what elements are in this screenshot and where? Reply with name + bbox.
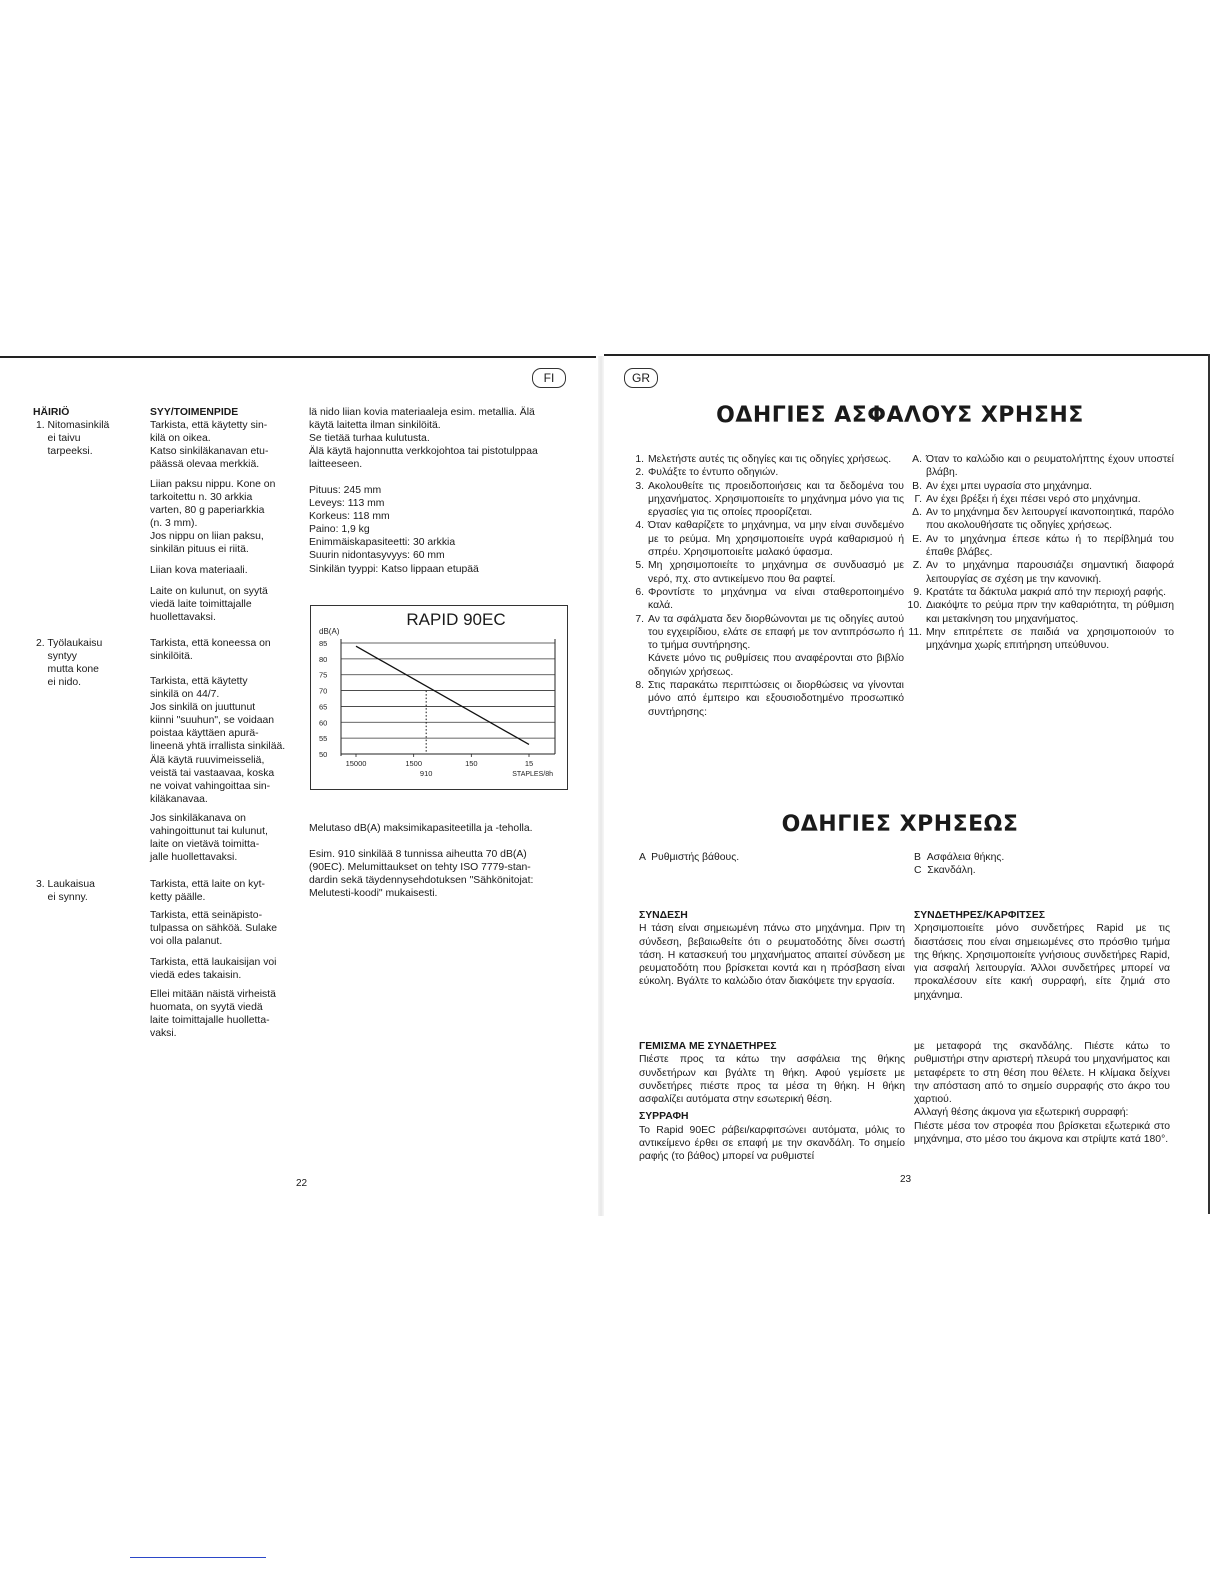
safety-left-item-text: Φυλάξτε το έντυπο οδηγιών. [648, 467, 779, 479]
issue-column-header: HÄIRIÖ [33, 407, 70, 418]
chart-x-tick-label: 1500 [405, 759, 423, 768]
safety-right-item [906, 533, 1174, 560]
spec-list [309, 484, 579, 576]
chart-series-line [356, 646, 529, 744]
safety-left-item-text: Αν τα σφάλματα δεν διορθώνονται με τις οδηγίες αυτού του εγχειρίδιου, ελάτε σε επαφή με τον αντιπρόσωπο ή το τμήμα συντήρησης. Κάνετε μόνο τις ρυθμίσεις που αναφέρονται στο βιβλίο οδηγιών χρήσεως. [648, 613, 904, 678]
safety-right-item-text: Κρατάτε τα δάκτυλα μακριά από την περιοχή ραφής. [926, 586, 1167, 598]
chart-y-axis-label: dB(A) [319, 627, 340, 636]
noise-level-text: Melutaso dB(A) maksimikapasiteetilla ja -teholla. [309, 823, 533, 834]
chart-y-tick-label: 70 [319, 686, 328, 696]
cause-2b: Tarkista, että käytetty sinkilä on 44/7. Jos sinkilä on juuttunut kiinni "suuhun", se voidaan poistaa käyttäen apurä- lineenä yhtä irrallista sinkilää. Älä käytä ruuvimeisseliä, veistä tai vastaavaa, koska ne voivat vahingoittaa sin- kiläkanavaa. [150, 676, 286, 805]
safety-left-item-text: Ακολουθείτε τις προειδοποιήσεις και τα δεδομένα του μηχανήματος. Χρησιμοποιείτε το μηχάνημα μόνο για τις εργασίες για τις οποίες προορίζεται. [648, 480, 904, 519]
safety-list-left [628, 453, 904, 719]
safety-left-item-number: 7. [635, 613, 644, 625]
stapling-heading: ΣΥΡΡΑΦΗ [639, 1111, 689, 1123]
spec-depth: Suurin nidontasyvyys: 60 mm [309, 550, 445, 562]
safety-left-item-number: 4. [635, 520, 644, 532]
safety-left-item-number: 1. [635, 454, 644, 465]
safety-right-item [906, 493, 1174, 506]
spec-length: Pituus: 245 mm [309, 485, 382, 496]
issue-3: 3. Laukaisua ei synny. [36, 879, 95, 904]
cause-3b: Tarkista, että seinäpisto- tulpassa on sähköä. Sulake voi olla palanut. [150, 910, 278, 948]
connection-text: Η τάση είναι σημειωμένη πάνω στο μηχάνημα. Πριν τη σύνδεση, βεβαιωθείτε ότι ο ρευματοδότης δίνει σωστή τάση. Η κατασκευή του μηχανήματος απαιτεί σύνδεση με ρευματοδότη που βρίσκεται κοντά και η πρόσβαση είναι εύκολη. Βγάλτε το καλώδιο όταν διακόψετε την εργασία. [639, 923, 905, 988]
safety-right-item-number: Δ. [912, 507, 922, 519]
staples-text: Χρησιμοποιείτε μόνο συνδετήρες Rapid με τις διαστάσεις που είναι σημειωμένες στο πρόσθιο τμήμα της θήκης. Χρησιμοποιείτε γνήσιους συνδετήρες Rapid, για ασφαλή λειτουργία. Άλλοι συνδετήρες μπορεί να προκαλέσουν είτε κακή συρραφή, είτε ζημιά στο μηχάνημα. [914, 923, 1170, 1001]
safety-right-item-number: 11. [908, 626, 922, 638]
noise-measurement-text: Esim. 910 sinkilää 8 tunnissa aiheutta 70 dB(A) (90EC). Melumittaukset on tehty ISO 7779-stan- dardin sekä täydennysehdotuksen "Sähkönitojat: Melutesti-koodi" mukaisesti. [309, 849, 534, 900]
staples-heading: ΣΥΝΔΕΤΗΡΕΣ/ΚΑΡΦΙΤΣΕΣ [914, 910, 1046, 921]
safety-left-item-text: Στις παρακάτω περιπτώσεις οι διορθώσεις να γίνονται μόνο από έμπειρο και εξουσιοδοτημένο προσωπικό συντήρησης: [648, 680, 904, 718]
safety-left-item [628, 519, 904, 559]
chart-y-tick-label: 60 [319, 718, 328, 728]
safety-left-item [628, 480, 904, 520]
safety-right-item-text: Όταν το καλώδιο και ο ρευματολήπτης έχουν υποστεί βλάβη. [926, 454, 1174, 479]
spec-width: Leveys: 113 mm [309, 498, 385, 510]
safety-left-item-text: Μελετήστε αυτές τις οδηγίες και τις οδηγίες χρήσεως. [648, 454, 892, 465]
safety-left-item-text: Φροντίστε το μηχάνημα να είναι σταθεροποιημένο καλά. [648, 586, 904, 612]
safety-left-item [628, 613, 904, 679]
section-continued [914, 1040, 1170, 1146]
cause-1a: Tarkista, että käytetty sin- kilä on oikea. Katso sinkiläkanavan etu- päässä olevaa merkkiä. [150, 420, 269, 471]
chart-x-tick-label: 15000 [345, 759, 367, 768]
connection-heading: ΣΥΝΔΕΣΗ [639, 910, 688, 921]
safety-right-item-number: Α. [912, 454, 922, 465]
safety-left-item [628, 466, 904, 479]
safety-left-item [628, 586, 904, 613]
right-page-top-rule [604, 354, 1210, 356]
safety-left-item-number: 6. [635, 586, 644, 598]
cause-column-header: SYY/TOIMENPIDE [150, 407, 239, 418]
cause-3d: Ellei mitään näistä virheistä huomata, on syytä viedä laite toimittajalle huolletta- vaksi. [150, 989, 276, 1040]
safety-right-item-text: Αν το μηχάνημα έπεσε κάτω ή το περίβλημά του έπαθε βλάβες. [926, 533, 1174, 559]
chart-marker-label: 910 [419, 769, 433, 778]
book-spine-shadow [598, 356, 604, 1216]
safety-right-item [906, 506, 1174, 533]
safety-right-item [906, 480, 1174, 493]
safety-right-item-number: 10. [907, 600, 922, 612]
safety-left-item-text: Όταν καθαρίζετε το μηχάνημα, να μην είναι συνδεμένο με το ρεύμα. Μη χρησιμοποιείτε υγρά καθαρισμού ή σπρέυ. Χρησιμοποιείτε μαλακό ύφασμα. [648, 520, 904, 559]
stapling-text: Το Rapid 90EC ράβει/καρφιτσώνει αυτόματα, μόλις το αντικείμενο έρθει σε επαφή με την σκανδάλη. Το σημείο ραφής (το βάθος) μπορεί να ρυθμιστεί [639, 1124, 905, 1163]
safety-right-item [906, 453, 1174, 480]
chart-x-axis-label: STAPLES/8h [512, 771, 553, 778]
warnings-text: lä nido liian kovia materiaaleja esim. metallia. Älä käytä laitetta ilman sinkilöitä. Se tietää turhaa kulutusta. Älä käytä hajonnutta verkkojohtoa tai pistotulppaa laitteeseen. [309, 407, 538, 471]
chart-plot [311, 606, 567, 789]
filling-heading: ΓΕΜΙΣΜΑ ΜΕ ΣΥΝΔΕΤΗΡΕΣ [639, 1041, 777, 1052]
language-badge-fi: FI [532, 368, 566, 388]
chart-title: RAPID 90EC [406, 610, 506, 629]
cause-2c: Jos sinkiläkanava on vahingoittunut tai kulunut, laite on vietävä toimitta- jalle huollettavaksi. [150, 813, 268, 864]
section-connection [639, 909, 905, 989]
noise-chart [310, 605, 568, 790]
language-badge-gr: GR [624, 368, 658, 388]
spec-height: Korkeus: 118 mm [309, 511, 390, 523]
section-staples [914, 909, 1170, 1002]
chart-y-tick-label: 85 [319, 639, 328, 648]
safety-right-item-text: Αν το μηχάνημα δεν λειτουργεί ικανοποιητικά, παρόλο που ακολουθήσατε τις οδηγίες χρήσεως. [926, 507, 1174, 532]
chart-x-tick-label: 15 [524, 759, 534, 768]
cause-2a: Tarkista, että koneessa on sinkilöitä. [150, 638, 271, 663]
safety-right-item [906, 599, 1174, 626]
safety-right-item [906, 559, 1174, 586]
safety-right-item-number: Ζ. [912, 560, 922, 572]
safety-left-item-text: Μη χρησιμοποιείτε το μηχάνημα σε συνδυασμό με νερό, πχ. στο αντικείμενο που θα ραφτεί. [648, 560, 904, 585]
cause-3a: Tarkista, että laite on kyt- ketty päälle. [150, 879, 265, 904]
section-filling [639, 1040, 905, 1164]
safety-title: ΟΔΗΓΙΕΣ ΑΣΦΑΛΟΥΣ ΧΡΗΣΗΣ [716, 403, 1084, 428]
cause-1d: Laite on kulunut, on syytä viedä laite toimittajalle huollettavaksi. [150, 586, 268, 624]
safety-right-item-number: Β. [912, 480, 922, 492]
safety-right-item-text: Αν το μηχάνημα παρουσιάζει σημαντική διαφορά λειτουργίας σε σχέση με την κανονική. [926, 560, 1174, 585]
filling-text: Πιέστε προς τα κάτω την ασφάλεια της θήκης συνδετήρων και βγάλτε τη θήκη. Αφού γεμίσετε με συνδετήρες πιέστε προς τα μέσα τη θήκη. Η θήκη ασφαλίζει αυτόματα στην εσωτερική θέση. [639, 1054, 905, 1106]
chart-y-tick-label: 50 [319, 750, 328, 759]
spec-staple-type: Sinkilän tyyppi: Katso lippaan etupää [309, 563, 479, 575]
safety-left-item-number: 3. [635, 480, 644, 492]
safety-right-item-text: Αν έχει βρέξει ή έχει πέσει νερό στο μηχάνημα. [926, 493, 1141, 505]
chart-y-tick-label: 75 [319, 670, 328, 680]
safety-right-item-number: Γ. [914, 493, 922, 505]
usage-title: ΟΔΗΓΙΕΣ ΧΡΗΣΕΩΣ [781, 812, 1019, 837]
cause-1c: Liian kova materiaali. [150, 565, 248, 576]
right-page-edge [1208, 354, 1210, 1214]
chart-y-tick-label: 55 [319, 734, 328, 744]
left-page-top-rule [0, 356, 596, 358]
chart-y-tick-label: 65 [319, 702, 328, 712]
parts-left: A Ρυθμιστής βάθους. [639, 852, 740, 863]
chart-y-tick-label: 80 [319, 654, 328, 664]
safety-list-right [906, 453, 1174, 652]
cause-3c: Tarkista, että laukaisijan voi viedä edes takaisin. [150, 957, 277, 982]
safety-left-item [628, 559, 904, 586]
safety-left-item-number: 8. [635, 680, 644, 692]
issue-2: 2. Työlaukaisu syntyy mutta kone ei nido. [36, 638, 103, 689]
safety-right-item-text: Διακόψτε το ρεύμα πριν την καθαριότητα, τη ρύθμιση και μετακίνηση του μηχανήματος. [926, 600, 1174, 625]
safety-right-item [906, 586, 1174, 599]
safety-right-item-number: 9. [913, 586, 922, 598]
spec-weight: Paino: 1,9 kg [309, 524, 370, 536]
page-number-right: 23 [900, 1174, 912, 1185]
safety-left-item-number: 2. [635, 467, 644, 479]
safety-right-item [906, 626, 1174, 653]
page-number-left: 22 [296, 1178, 308, 1189]
safety-left-item-number: 5. [635, 560, 644, 572]
safety-right-item-text: Μην επιτρέπετε σε παιδιά να χρησιμοποιούν το μηχάνημα χωρίς επιτήρηση υπεύθυνου. [926, 626, 1174, 652]
cause-1b: Liian paksu nippu. Kone on tarkoitettu n. 30 arkkia varten, 80 g paperiarkkia (n. 3 mm). Jos nippu on liian paksu, sinkilän pituus ei riitä. [150, 479, 276, 556]
safety-left-item [628, 453, 904, 466]
bottom-link-underline [130, 1557, 266, 1558]
spec-capacity: Enimmäiskapasiteetti: 30 arkkia [309, 537, 456, 549]
continued-text: με μεταφορά της σκανδάλης. Πιέστε κάτω το ρυθμιστήρι στην αριστερή πλευρά του μηχανήματος και μεταφέρετε το στη θέση που θέλετε. Η κλίμακα δείχνει την απόσταση από το σημείο συρραφής στο άκρο του χαρτιού. Αλλαγή θέσης άκμονα για εξωτερική συρραφή: Πιέστε μέσα τον στροφέα που βρίσκεται εξωτερικά στο μηχάνημα, στο μέσο του άκμονα και στρίψτε κατά 180°. [914, 1041, 1170, 1146]
chart-x-tick-label: 150 [465, 759, 478, 768]
safety-left-item [628, 679, 904, 719]
parts-right: B Ασφάλεια θήκης. C Σκανδάλη. [914, 852, 1005, 877]
safety-right-item-number: Ε. [912, 533, 922, 545]
safety-right-item-text: Αν έχει μπει υγρασία στο μηχάνημα. [926, 480, 1092, 492]
issue-1: 1. Nitomasinkilä ei taivu tarpeeksi. [36, 420, 110, 458]
